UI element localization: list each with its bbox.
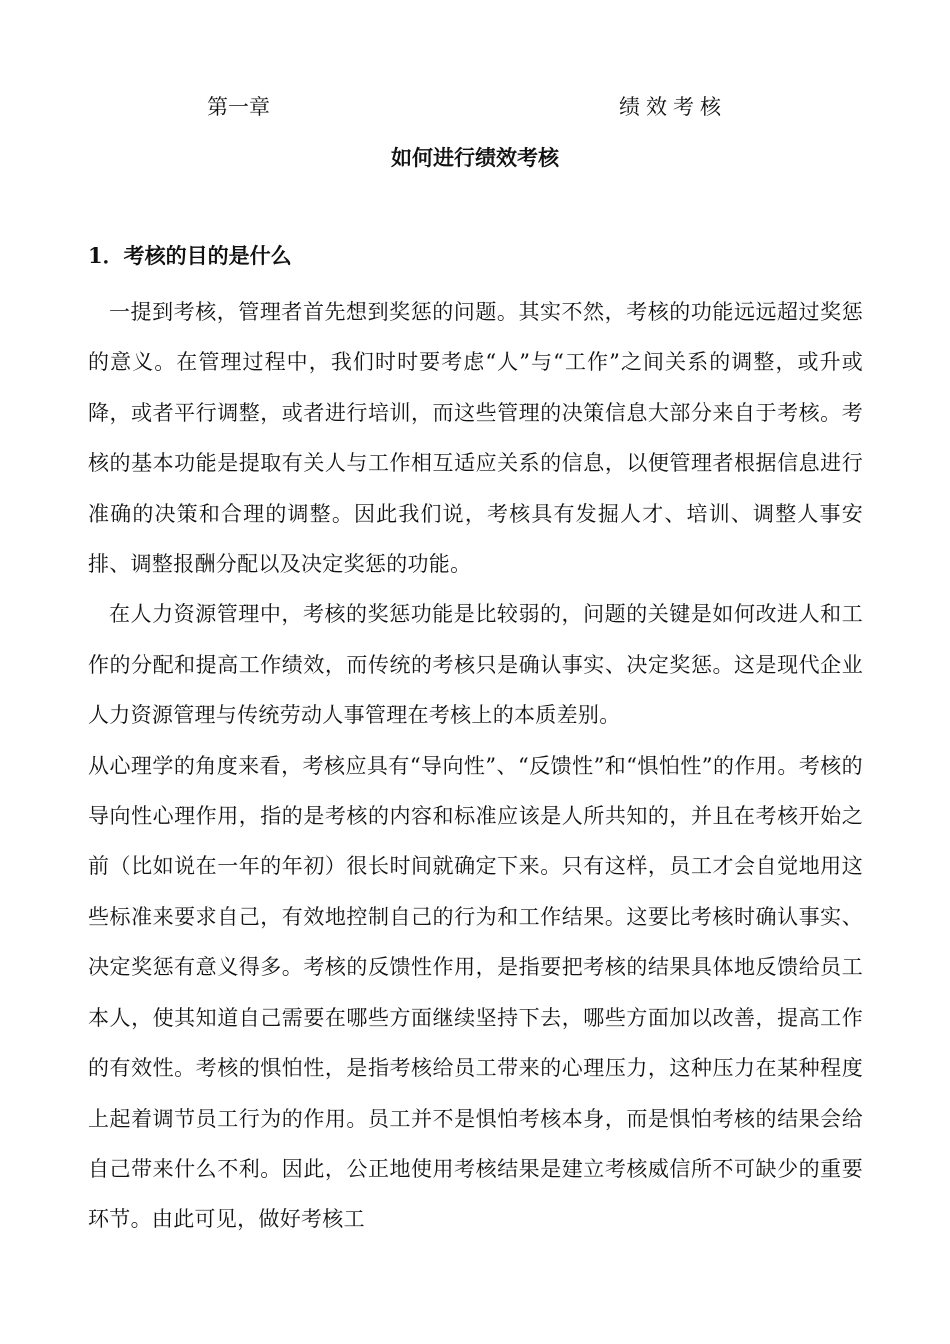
paragraph: 从心理学的角度来看，考核应具有“导向性”、“反馈性”和“惧怕性”的作用。考核的导向性心理作用，指的是考核的内容和标准应该是人所共知的，并且在考核开始之前（比如说在一年的年初）很长时间就确定下来。只有这样，员工才会自觉地用这些标准来要求自己，有效地控制自己的行为和工作结果。这要比考核时确认事实、决定奖惩有意义得多。考核的反馈性作用，是指要把考核的结果具体地反馈给员工本人，使其知道自己需要在哪些方面继续坚持下去，哪些方面加以改善，提高工作的有效性。考核的惧怕性，是指考核给员工带来的心理压力，这种压力在某种程度上起着调节员工行为的作用。员工并不是惧怕考核本身，而是惧怕考核的结果会给自己带来什么不利。因此，公正地使用考核结果是建立考核威信所不可缺少的重要环节。由此可见，做好考核工 — [88, 753, 863, 1232]
document-title: 如何进行绩效考核 — [391, 145, 559, 170]
chapter-title: 绩效考核 — [619, 95, 727, 119]
chapter-number: 第一章 — [207, 95, 270, 119]
body-text — [88, 287, 863, 1245]
paragraph: 在人力资源管理中，考核的奖惩功能是比较弱的，问题的关键是如何改进人和工作的分配和提高工作绩效，而传统的考核只是确认事实、决定奖惩。这是现代企业人力资源管理与传统劳动人事管理在考核上的本质差别。 — [88, 602, 863, 728]
paragraph: 一提到考核，管理者首先想到奖惩的问题。其实不然，考核的功能远远超过奖惩的意义。在管理过程中，我们时时要考虑“人”与“工作”之间关系的调整，或升或降，或者平行调整，或者进行培训，而这些管理的决策信息大部分来自于考核。考核的基本功能是提取有关人与工作相互适应关系的信息，以便管理者根据信息进行准确的决策和合理的调整。因此我们说，考核具有发掘人才、培训、调整人事安排、调整报酬分配以及决定奖惩的功能。 — [88, 300, 863, 577]
section-heading: 1．考核的目的是什么 — [88, 243, 292, 268]
